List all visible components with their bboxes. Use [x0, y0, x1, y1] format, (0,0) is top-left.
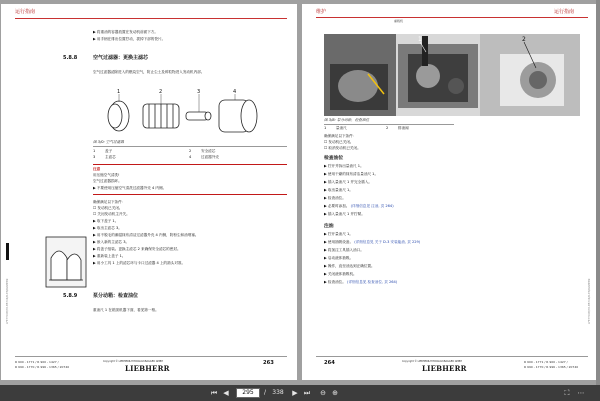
check-step-2: ▶ 使用干燥的抹布清洁量油尺 1。 — [324, 172, 379, 176]
fit-width-icon[interactable]: ⛶ — [564, 389, 570, 397]
page-header-subtitle: 重载机 — [394, 19, 404, 23]
left-margin-marker — [6, 243, 9, 260]
page-number: 263 — [263, 360, 274, 366]
vertical-scrollbar[interactable] — [596, 0, 600, 385]
footer-rule — [316, 356, 588, 357]
callout-3: 3 — [197, 89, 201, 95]
bullet-top-1: ▶ 将重油的容器放置在发动机前面下方。 — [93, 30, 158, 34]
section-title: 空气过滤器：更换主滤芯 — [93, 55, 149, 61]
step-5: ▶ 将盖子组装。更换主滤芯 2 来确保安全滤芯的密封。 — [93, 247, 181, 251]
figure-caption: 图 3/8: 泵分动箱，检查油位 — [324, 118, 370, 122]
oil-step-1: ▶ 拧开量油尺 1。 — [324, 232, 353, 236]
page-separator: / — [263, 389, 267, 396]
step-4: ▶ 嵌入新的主滤芯 3。 — [93, 240, 130, 244]
figure-caption: 图 3/0: 空气过滤器 — [93, 140, 124, 144]
footer-copyright: Copyright © LIEBHERR-HYDRAULIKBAGGER GMBH — [103, 360, 164, 363]
section-589-title: 泵分动箱：检查油位 — [93, 293, 139, 299]
warning-action: ▶ 不要使用压缩空气清洗过滤器外壳 4 内侧。 — [93, 186, 167, 190]
liebherr-logo: LIEBHERR — [422, 364, 467, 373]
bullet-top-2: ▶ 用手柄在排出位置拧动，拔掉下部的瓷片。 — [93, 37, 166, 41]
step-3: ▶ 用不脱毛的潮湿抹布清洁过滤器外壳 4 内侧，防粉尘和油堵塞。 — [93, 233, 199, 237]
oil-step-4: ▶ 启动液体抽吸。 — [324, 256, 354, 260]
legend-2-num: 2 — [189, 149, 192, 153]
zoom-in-icon[interactable]: ⊕ — [332, 389, 338, 397]
condition-2: ☐ 取消发动机已关闭。 — [324, 146, 361, 150]
legend-4-num: 4 — [189, 155, 192, 159]
step-1: ▶ 取下盖子 1。 — [93, 219, 119, 223]
callout-2: 2 — [159, 89, 163, 95]
air-filter-figure — [101, 86, 261, 138]
condition-2: ☐ 关闭发动机主开关。 — [93, 212, 130, 216]
section-number: 5.8.8 — [63, 55, 78, 61]
step-2: ▶ 取出主滤芯 3。 — [93, 226, 122, 230]
footer-line-1: R 900 - 1771 / R 900 - 1427 / — [524, 360, 568, 364]
check-link[interactable]: (详细信息见 注油, 页 264) — [350, 204, 394, 208]
legend-3-num: 3 — [93, 155, 96, 159]
step-6: ▶ 重新装上盖子 1。 — [93, 254, 126, 258]
filter-cover-illustration — [45, 236, 87, 288]
callout-1: 1 — [117, 89, 121, 95]
legend-3-label: 主滤芯 — [105, 155, 116, 159]
oil-link-1[interactable]: (详细信息见 关于 D-3 安装能油, 页 229) — [354, 240, 421, 244]
check-step-5: ▶ 检查油位。 — [324, 196, 346, 200]
photo-callout-1: 1 — [418, 36, 422, 43]
footer-line-2: R 990 - 1770 / R 996 - 1365 / 20740 — [15, 365, 70, 369]
side-code: LFE7T00B/76-EB704/D-EN/DAHEB9 — [588, 278, 591, 324]
steps-intro: 确保满足以下条件： — [93, 200, 126, 204]
page-header-title: 运行指南 — [15, 9, 36, 15]
condition-1: ☐ 发动机已关闭。 — [93, 206, 123, 210]
check-oil-heading: 检查油位 — [324, 156, 344, 161]
more-icon[interactable]: ⋯ — [577, 389, 585, 397]
right-page — [302, 4, 598, 380]
section-589-intro: 重油尺 1 在箱顶机器下面，看见第一格。 — [93, 308, 159, 312]
check-step-1: ▶ 拧开并拆出量油尺 1。 — [324, 164, 364, 168]
pump-gearbox-photo — [324, 34, 580, 116]
legend-1-label: 盖子 — [105, 149, 113, 153]
legend-1-num: 1 — [324, 126, 327, 130]
viewer-toolbar — [0, 385, 600, 401]
oil-step-5: ▶ 操作，直至油达到正确位置。 — [324, 264, 375, 268]
warning-title: 注意 — [93, 167, 101, 171]
legend-2-num: 2 — [386, 126, 389, 130]
page-header-title: 维护 — [316, 9, 327, 15]
oil-step-3: ▶ 将加注工具插入油口。 — [324, 248, 364, 252]
conditions-intro: 确保满足以下条件： — [324, 134, 357, 138]
legend-2-label: 安全滤芯 — [201, 149, 216, 153]
page-number-input[interactable]: 295 — [236, 388, 260, 398]
zoom-out-icon[interactable]: ⊖ — [320, 389, 326, 397]
caption-rule — [324, 124, 454, 125]
caption-rule — [93, 146, 287, 147]
page-header-right: 运行指南 — [554, 9, 575, 15]
footer-line-1: R 900 - 1771 / R 900 - 1427 / — [15, 360, 59, 364]
condition-1: ☐ 发动机已关闭。 — [324, 140, 354, 144]
page-total: 338 — [272, 389, 284, 396]
oil-fill-heading: 注油 — [324, 224, 334, 229]
photo-callout-2: 2 — [522, 36, 526, 43]
warning-top-rule — [93, 164, 287, 165]
page-number: 264 — [324, 360, 335, 366]
left-page — [1, 4, 297, 380]
check-step-7: ▶ 插入量油尺 1 并拧紧。 — [324, 212, 365, 216]
check-step-4: ▶ 取出量油尺 1。 — [324, 188, 353, 192]
header-rule — [316, 17, 588, 18]
oil-link-2[interactable]: (详细信息见 检查油位, 页 264) — [347, 280, 398, 284]
header-rule — [15, 18, 287, 19]
oil-step-6: ▶ 关闭液体抽吸机。 — [324, 272, 357, 276]
callout-4: 4 — [233, 89, 237, 95]
warning-bottom-rule — [93, 194, 287, 195]
footer-copyright: Copyright © LIEBHERR-HYDRAULIKBAGGER GMBH — [402, 360, 463, 363]
prev-page-icon[interactable]: ◀ — [223, 389, 229, 397]
warning-line-1: 用压缩空气清洗! — [93, 173, 120, 177]
legend-1-label: 量油尺 — [336, 126, 347, 130]
check-step-6: ▶ 必要时添加。 (详细信息见 注油, 页 264) — [324, 204, 394, 208]
warning-line-2: 空气过滤器损坏。 — [93, 179, 122, 183]
section-intro: 空气过滤器滤除进入的燃烧空气，防止尘土及碎粒物进入发动机内部。 — [93, 70, 205, 74]
liebherr-logo: LIEBHERR — [125, 364, 170, 373]
legend-1-num: 1 — [93, 149, 96, 153]
footer-line-2: R 990 - 1770 / R 996 - 1365 / 20740 — [524, 365, 579, 369]
legend-2-label: 排油阀 — [398, 126, 409, 130]
step-7: ▶ 用小工具 1 上的滤芯环与卡口过滤器 4 上的箭头对准。 — [93, 261, 186, 265]
first-page-icon[interactable]: ⏮ — [210, 389, 218, 397]
footer-rule — [15, 356, 287, 357]
check-step-3: ▶ 插入量油尺 1 并完全插入。 — [324, 180, 373, 184]
next-page-icon[interactable]: ▶ — [292, 389, 298, 397]
oil-step-7: ▶ 检查油位。 (详细信息见 检查油位, 页 264) — [324, 280, 398, 284]
side-code: LFE7T00B/76-EB704/D-EN/DAHEB9 — [6, 278, 9, 324]
legend-4-label: 过滤器外壳 — [201, 155, 219, 159]
oil-step-2: ▶ 使用抽吸设备。 (详细信息见 关于 D-3 安装能油, 页 229) — [324, 240, 421, 244]
last-page-icon[interactable]: ⏭ — [303, 389, 311, 397]
section-589-number: 5.8.9 — [63, 293, 78, 299]
